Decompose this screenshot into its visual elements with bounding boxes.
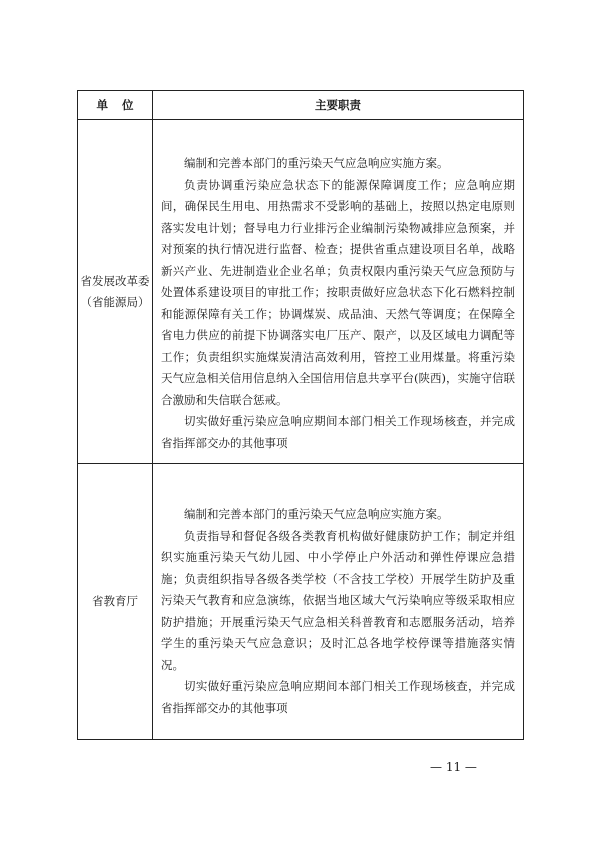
duty-paragraph: 切实做好重污染应急响应期间本部门相关工作现场核查，并完成省指挥部交办的其他事项 xyxy=(161,414,515,450)
unit-name: 省教育厅 xyxy=(92,594,138,608)
table-header-row xyxy=(78,91,524,120)
header-duties: 主要职责 xyxy=(153,91,524,120)
unit-cell xyxy=(78,464,153,740)
duties-cell xyxy=(153,464,524,740)
unit-name: 省发展改革委 xyxy=(80,273,150,288)
unit-cell xyxy=(78,120,153,464)
duty-paragraph: 编制和完善本部门的重污染天气应急响应实施方案。 xyxy=(184,156,449,170)
table-row xyxy=(78,120,524,464)
unit-subname: （省能源局） xyxy=(80,294,150,309)
header-unit: 单位 xyxy=(78,91,153,120)
table-row xyxy=(78,464,524,740)
duty-paragraph: 切实做好重污染应急响应期间本部门相关工作现场核查，并完成省指挥部交办的其他事项 xyxy=(161,679,515,715)
duty-paragraph: 编制和完善本部门的重污染天气应急响应实施方案。 xyxy=(184,507,449,521)
duty-paragraph: 负责协调重污染应急状态下的能源保障调度工作；应急响应期间，确保民生用电、用热需求不受影响的基础上，按照以热定电原则落实发电计划；督导电力行业排污企业编制污染物减排应急预案，并对预案的执行情况进行监督、检查；提供省重点建设项目名单，战略新兴产业、先进制造业企业名单；负责权限内重污染天气应急预防与处置体系建设项目的审批工作；按职责做好应急状态下化石燃料控制和能源保障有关工作；协调煤炭、成品油、天然气等调度；在保障全省电力供应的前提下协调落实电厂压产、限产，以及区域电力调配等工作；负责组织实施煤炭清洁高效利用，管控工业用煤量。将重污染天气应急相关信用信息纳入全国信用信息共享平台(陕西)，实施守信联合激励和失信联合惩戒。 xyxy=(161,177,515,407)
duties-cell xyxy=(153,120,524,464)
page-number: — 11 — xyxy=(430,760,477,774)
duties-table xyxy=(77,90,524,740)
duty-paragraph: 负责指导和督促各级各类教育机构做好健康防护工作；制定并组织实施重污染天气幼儿园、中小学停止户外活动和弹性停课应急措施；负责组织指导各级各类学校（不含技工学校）开展学生防护及重污染天气教育和应急演练，依据当地区域大气污染响应等级采取相应防护措施；开展重污染天气应急相关科普教育和志愿服务活动，培养学生的重污染天气应急意识；及时汇总各地学校停课等措施落实情况。 xyxy=(161,528,515,672)
